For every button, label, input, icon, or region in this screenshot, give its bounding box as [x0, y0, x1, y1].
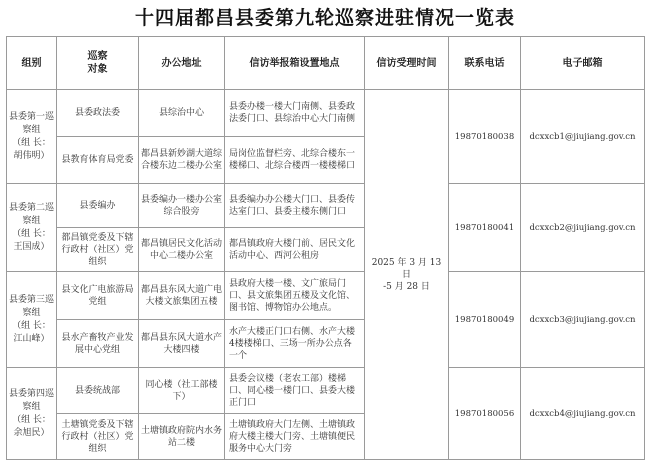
- group-leader: （组 长：王国成）: [12, 228, 51, 252]
- box-cell: 县政府大楼一楼、文广旅局门口、县文旅集团五楼及文化馆、图书馆、博物馆办公地点。: [225, 272, 365, 320]
- header-group: 组别: [7, 37, 57, 90]
- header-email: 电子邮箱: [521, 37, 645, 90]
- box-cell: 县委会议楼（老农工部）楼梯口、同心楼一楼门口、县委大楼正门口: [225, 368, 365, 414]
- group-cell: [7, 368, 57, 460]
- group-leader: （组 长：余旭民）: [12, 414, 51, 438]
- group-name: 县委第三巡察组: [9, 294, 55, 318]
- table-row: [7, 272, 645, 320]
- email-cell[interactable]: dcxxcb4@jiujiang.gov.cn: [521, 368, 645, 460]
- box-cell: 县委办楼一楼大门南侧、县委政法委门口、县综治中心大门南侧: [225, 90, 365, 137]
- header-row: [7, 37, 645, 90]
- page-title: 十四届都昌县委第九轮巡察进驻情况一览表: [134, 7, 515, 29]
- target-cell: 县委编办: [57, 184, 139, 228]
- group-cell: [7, 90, 57, 184]
- group-name: 县委第四巡察组: [9, 388, 55, 412]
- office-cell: 都昌县东风大道广电大楼文旅集团五楼: [139, 272, 225, 320]
- tel-cell[interactable]: 19870180049: [449, 272, 521, 368]
- email-cell[interactable]: dcxxcb1@jiujiang.gov.cn: [521, 90, 645, 184]
- office-cell: 同心楼（社工部楼下）: [139, 368, 225, 414]
- box-cell: 局岗位监督栏旁、北综合楼东一楼梯口、北综合楼西一楼楼梯口: [225, 137, 365, 184]
- table-row: [7, 90, 645, 137]
- tel-cell[interactable]: 19870180056: [449, 368, 521, 460]
- office-cell: 土塘镇政府院内水务站二楼: [139, 414, 225, 460]
- box-cell: 水产大楼正门口右侧、水产大楼4楼楼梯口、三场一所办公点各一个: [225, 320, 365, 368]
- header-time: 信访受理时间: [365, 37, 449, 90]
- header-target: 巡察 对象: [57, 37, 139, 90]
- header-tel: 联系电话: [449, 37, 521, 90]
- header-box: 信访举报箱设置地点: [225, 37, 365, 90]
- header-office: 办公地址: [139, 37, 225, 90]
- target-cell: 都昌镇党委及下辖行政村（社区）党组织: [57, 228, 139, 272]
- office-cell: 都昌镇居民文化活动中心二楼办公室: [139, 228, 225, 272]
- email-cell[interactable]: dcxxcb2@jiujiang.gov.cn: [521, 184, 645, 272]
- group-leader: （组 长：江山峰）: [12, 320, 51, 344]
- target-cell: 县文化广电旅游局党组: [57, 272, 139, 320]
- target-cell: 县委统战部: [57, 368, 139, 414]
- target-cell: 土塘镇党委及下辖行政村（社区）党组织: [57, 414, 139, 460]
- group-name: 县委第二巡察组: [9, 202, 55, 226]
- time-cell: 2025 年 3 月 13 日 -5 月 28 日: [365, 90, 449, 460]
- box-cell: 县委编办办公楼大门口、县委传达室门口、县委主楼东侧门口: [225, 184, 365, 228]
- tel-cell[interactable]: 19870180038: [449, 90, 521, 184]
- office-cell: 都昌县东风大道水产大楼四楼: [139, 320, 225, 368]
- target-cell: 县教育体育局党委: [57, 137, 139, 184]
- box-cell: 都昌镇政府大楼门前、居民文化活动中心、西河公租房: [225, 228, 365, 272]
- table-row: [7, 184, 645, 228]
- target-cell: 县委政法委: [57, 90, 139, 137]
- office-cell: 县综治中心: [139, 90, 225, 137]
- group-cell: [7, 184, 57, 272]
- table-row: [7, 368, 645, 414]
- group-name: 县委第一巡察组: [9, 111, 55, 135]
- tel-cell[interactable]: 19870180041: [449, 184, 521, 272]
- email-cell[interactable]: dcxxcb3@jiujiang.gov.cn: [521, 272, 645, 368]
- inspection-table: [6, 36, 645, 460]
- target-cell: 县水产畜牧产业发展中心党组: [57, 320, 139, 368]
- box-cell: 土塘镇政府大门左侧、土塘镇政府大楼主楼大门旁、土塘镇便民服务中心大门旁: [225, 414, 365, 460]
- office-cell: 县委编办一楼办公室综合股旁: [139, 184, 225, 228]
- group-cell: [7, 272, 57, 368]
- group-leader: （组 长：胡伟明）: [12, 137, 51, 161]
- office-cell: 都昌县新妙湖大道综合楼东边二楼办公室: [139, 137, 225, 184]
